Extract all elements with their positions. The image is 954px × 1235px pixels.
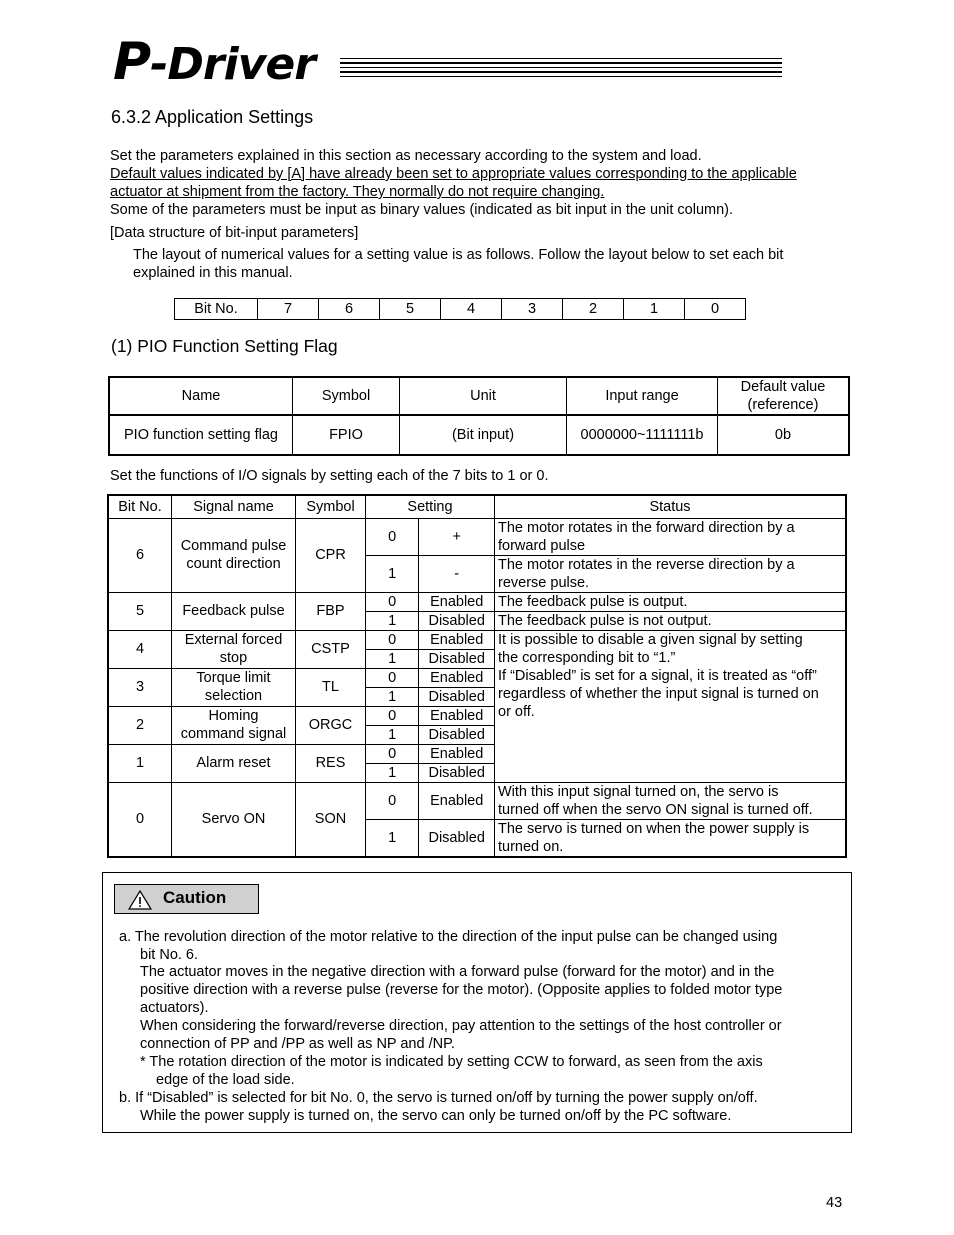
setting-label: -: [419, 555, 495, 592]
signal-symbol: ORGC: [296, 706, 366, 744]
setting-value: 1: [366, 649, 419, 668]
setting-label: Enabled: [419, 782, 495, 819]
intro-line: explained in this manual.: [133, 265, 293, 281]
signal-name: Command pulse count direction: [172, 518, 296, 592]
caution-line: b. If “Disabled” is selected for bit No. 0, the servo is turned on/off by turning the power supply on/off.: [119, 1090, 758, 1106]
status-text: The motor rotates in the reverse direction by a reverse pulse.: [495, 555, 847, 592]
bit-cell: 0: [685, 299, 746, 320]
warning-triangle-icon: [127, 889, 153, 911]
bit-cell: 1: [624, 299, 685, 320]
intro-line: Default values indicated by [A] have already been set to appropriate values corresponding to the applicable: [110, 166, 797, 182]
setting-label: Enabled: [419, 630, 495, 649]
signal-symbol: CPR: [296, 518, 366, 592]
setting-value: 1: [366, 763, 419, 782]
header-cell: Symbol: [296, 495, 366, 518]
setting-label: Disabled: [419, 611, 495, 630]
setting-label: Enabled: [419, 668, 495, 687]
setting-label: +: [419, 518, 495, 555]
setting-value: 0: [366, 592, 419, 611]
param-unit: (Bit input): [400, 415, 567, 455]
setting-label: Disabled: [419, 819, 495, 857]
setting-label: Enabled: [419, 592, 495, 611]
caution-line: * The rotation direction of the motor is indicated by setting CCW to forward, as seen from the axis: [140, 1054, 763, 1070]
caution-line: The actuator moves in the negative direction with a forward pulse (forward for the motor) and in the: [140, 964, 775, 980]
parameter-table: [108, 376, 850, 456]
setting-value: 1: [366, 555, 419, 592]
signal-name: Homing command signal: [172, 706, 296, 744]
section-title: 6.3.2 Application Settings: [111, 107, 314, 127]
bit-cell: 6: [319, 299, 380, 320]
intro-line: Set the parameters explained in this section as necessary according to the system and load.: [110, 148, 702, 164]
signal-symbol: RES: [296, 744, 366, 782]
bit-cell: 5: [380, 299, 441, 320]
signal-table: [107, 494, 847, 858]
header-cell: Symbol: [293, 377, 400, 415]
param-range: 0000000~1111111b: [567, 415, 718, 455]
signal-name: Torque limit selection: [172, 668, 296, 706]
caution-line: connection of PP and /PP as well as NP and /NP.: [140, 1036, 455, 1052]
setting-value: 0: [366, 744, 419, 763]
bit-cell: 2: [563, 299, 624, 320]
setting-value: 0: [366, 518, 419, 555]
header-cell: Setting: [366, 495, 495, 518]
header-cell: Default value (reference): [718, 377, 850, 415]
param-default: 0b: [718, 415, 850, 455]
intro-line: [Data structure of bit-input parameters]: [110, 225, 359, 241]
header-cell: Unit: [400, 377, 567, 415]
bit-number: 4: [108, 630, 172, 668]
header-cell: Status: [495, 495, 847, 518]
setting-label: Disabled: [419, 649, 495, 668]
bit-cell: 3: [502, 299, 563, 320]
setting-value: 1: [366, 687, 419, 706]
header-cell: Signal name: [172, 495, 296, 518]
param-symbol: FPIO: [293, 415, 400, 455]
signal-symbol: SON: [296, 782, 366, 857]
setting-value: 0: [366, 668, 419, 687]
setting-value: 1: [366, 819, 419, 857]
bit-number: 1: [108, 744, 172, 782]
setting-value: 0: [366, 630, 419, 649]
caution-line: bit No. 6.: [140, 947, 199, 963]
caution-title: Caution: [163, 888, 227, 907]
header-cell: Bit No.: [108, 495, 172, 518]
p-driver-logo: P-Driver: [113, 32, 315, 92]
setting-label: Enabled: [419, 706, 495, 725]
status-text: The servo is turned on when the power supply is turned on.: [495, 819, 847, 857]
bit-layout-table: [174, 298, 746, 320]
caution-line: While the power supply is turned on, the servo can only be turned on/off by the PC software.: [140, 1108, 732, 1124]
setting-value: 1: [366, 725, 419, 744]
bit-number: 5: [108, 592, 172, 630]
page-number: 43: [826, 1195, 843, 1211]
param-name: PIO function setting flag: [109, 415, 293, 455]
status-text: The feedback pulse is not output.: [495, 611, 847, 630]
setting-value: 0: [366, 706, 419, 725]
bit-number: 3: [108, 668, 172, 706]
caution-line: actuators).: [140, 1000, 209, 1016]
caution-line: positive direction with a reverse pulse (reverse for the motor). (Opposite applies to folded motor type: [140, 982, 783, 998]
signal-name: External forced stop: [172, 630, 296, 668]
status-text: The feedback pulse is output.: [495, 592, 847, 611]
header-cell: Name: [109, 377, 293, 415]
caution-line: edge of the load side.: [156, 1072, 295, 1088]
intro-line: actuator at shipment from the factory. They normally do not require changing.: [110, 184, 605, 200]
setting-value: 1: [366, 611, 419, 630]
bit-cell: Bit No.: [175, 299, 258, 320]
caution-line: When considering the forward/reverse direction, pay attention to the settings of the host controller or: [140, 1018, 782, 1034]
status-text: The motor rotates in the forward direction by a forward pulse: [495, 518, 847, 555]
setting-value: 0: [366, 782, 419, 819]
bit-number: 6: [108, 518, 172, 592]
logo-rule-lines: [340, 58, 782, 80]
setting-label: Disabled: [419, 725, 495, 744]
signal-name: Servo ON: [172, 782, 296, 857]
setting-label: Disabled: [419, 687, 495, 706]
signal-symbol: FBP: [296, 592, 366, 630]
bit-number: 2: [108, 706, 172, 744]
intro-line: Some of the parameters must be input as binary values (indicated as bit input in the unit column).: [110, 202, 734, 218]
bit-cell: 7: [258, 299, 319, 320]
signal-symbol: CSTP: [296, 630, 366, 668]
signal-name: Feedback pulse: [172, 592, 296, 630]
signal-symbol: TL: [296, 668, 366, 706]
caution-badge: [114, 884, 259, 914]
intro-line: The layout of numerical values for a setting value is as follows. Follow the layout below to set each bit: [133, 247, 784, 263]
subsection-title: (1) PIO Function Setting Flag: [111, 336, 338, 356]
caution-line: a. The revolution direction of the motor relative to the direction of the input pulse can be changed using: [119, 929, 778, 945]
bit-cell: 4: [441, 299, 502, 320]
status-text-merged: It is possible to disable a given signal by setting the corresponding bit to “1.” If “Disabled” is set for a signal, it is treated as “off” regardless of whether the input signal is turned on or off.: [495, 630, 847, 782]
setting-label: Disabled: [419, 763, 495, 782]
status-text: With this input signal turned on, the servo is turned off when the servo ON signal is turned off.: [495, 782, 847, 819]
setting-label: Enabled: [419, 744, 495, 763]
signal-name: Alarm reset: [172, 744, 296, 782]
bit-number: 0: [108, 782, 172, 857]
bits-intro: Set the functions of I/O signals by setting each of the 7 bits to 1 or 0.: [110, 468, 549, 484]
header-cell: Input range: [567, 377, 718, 415]
